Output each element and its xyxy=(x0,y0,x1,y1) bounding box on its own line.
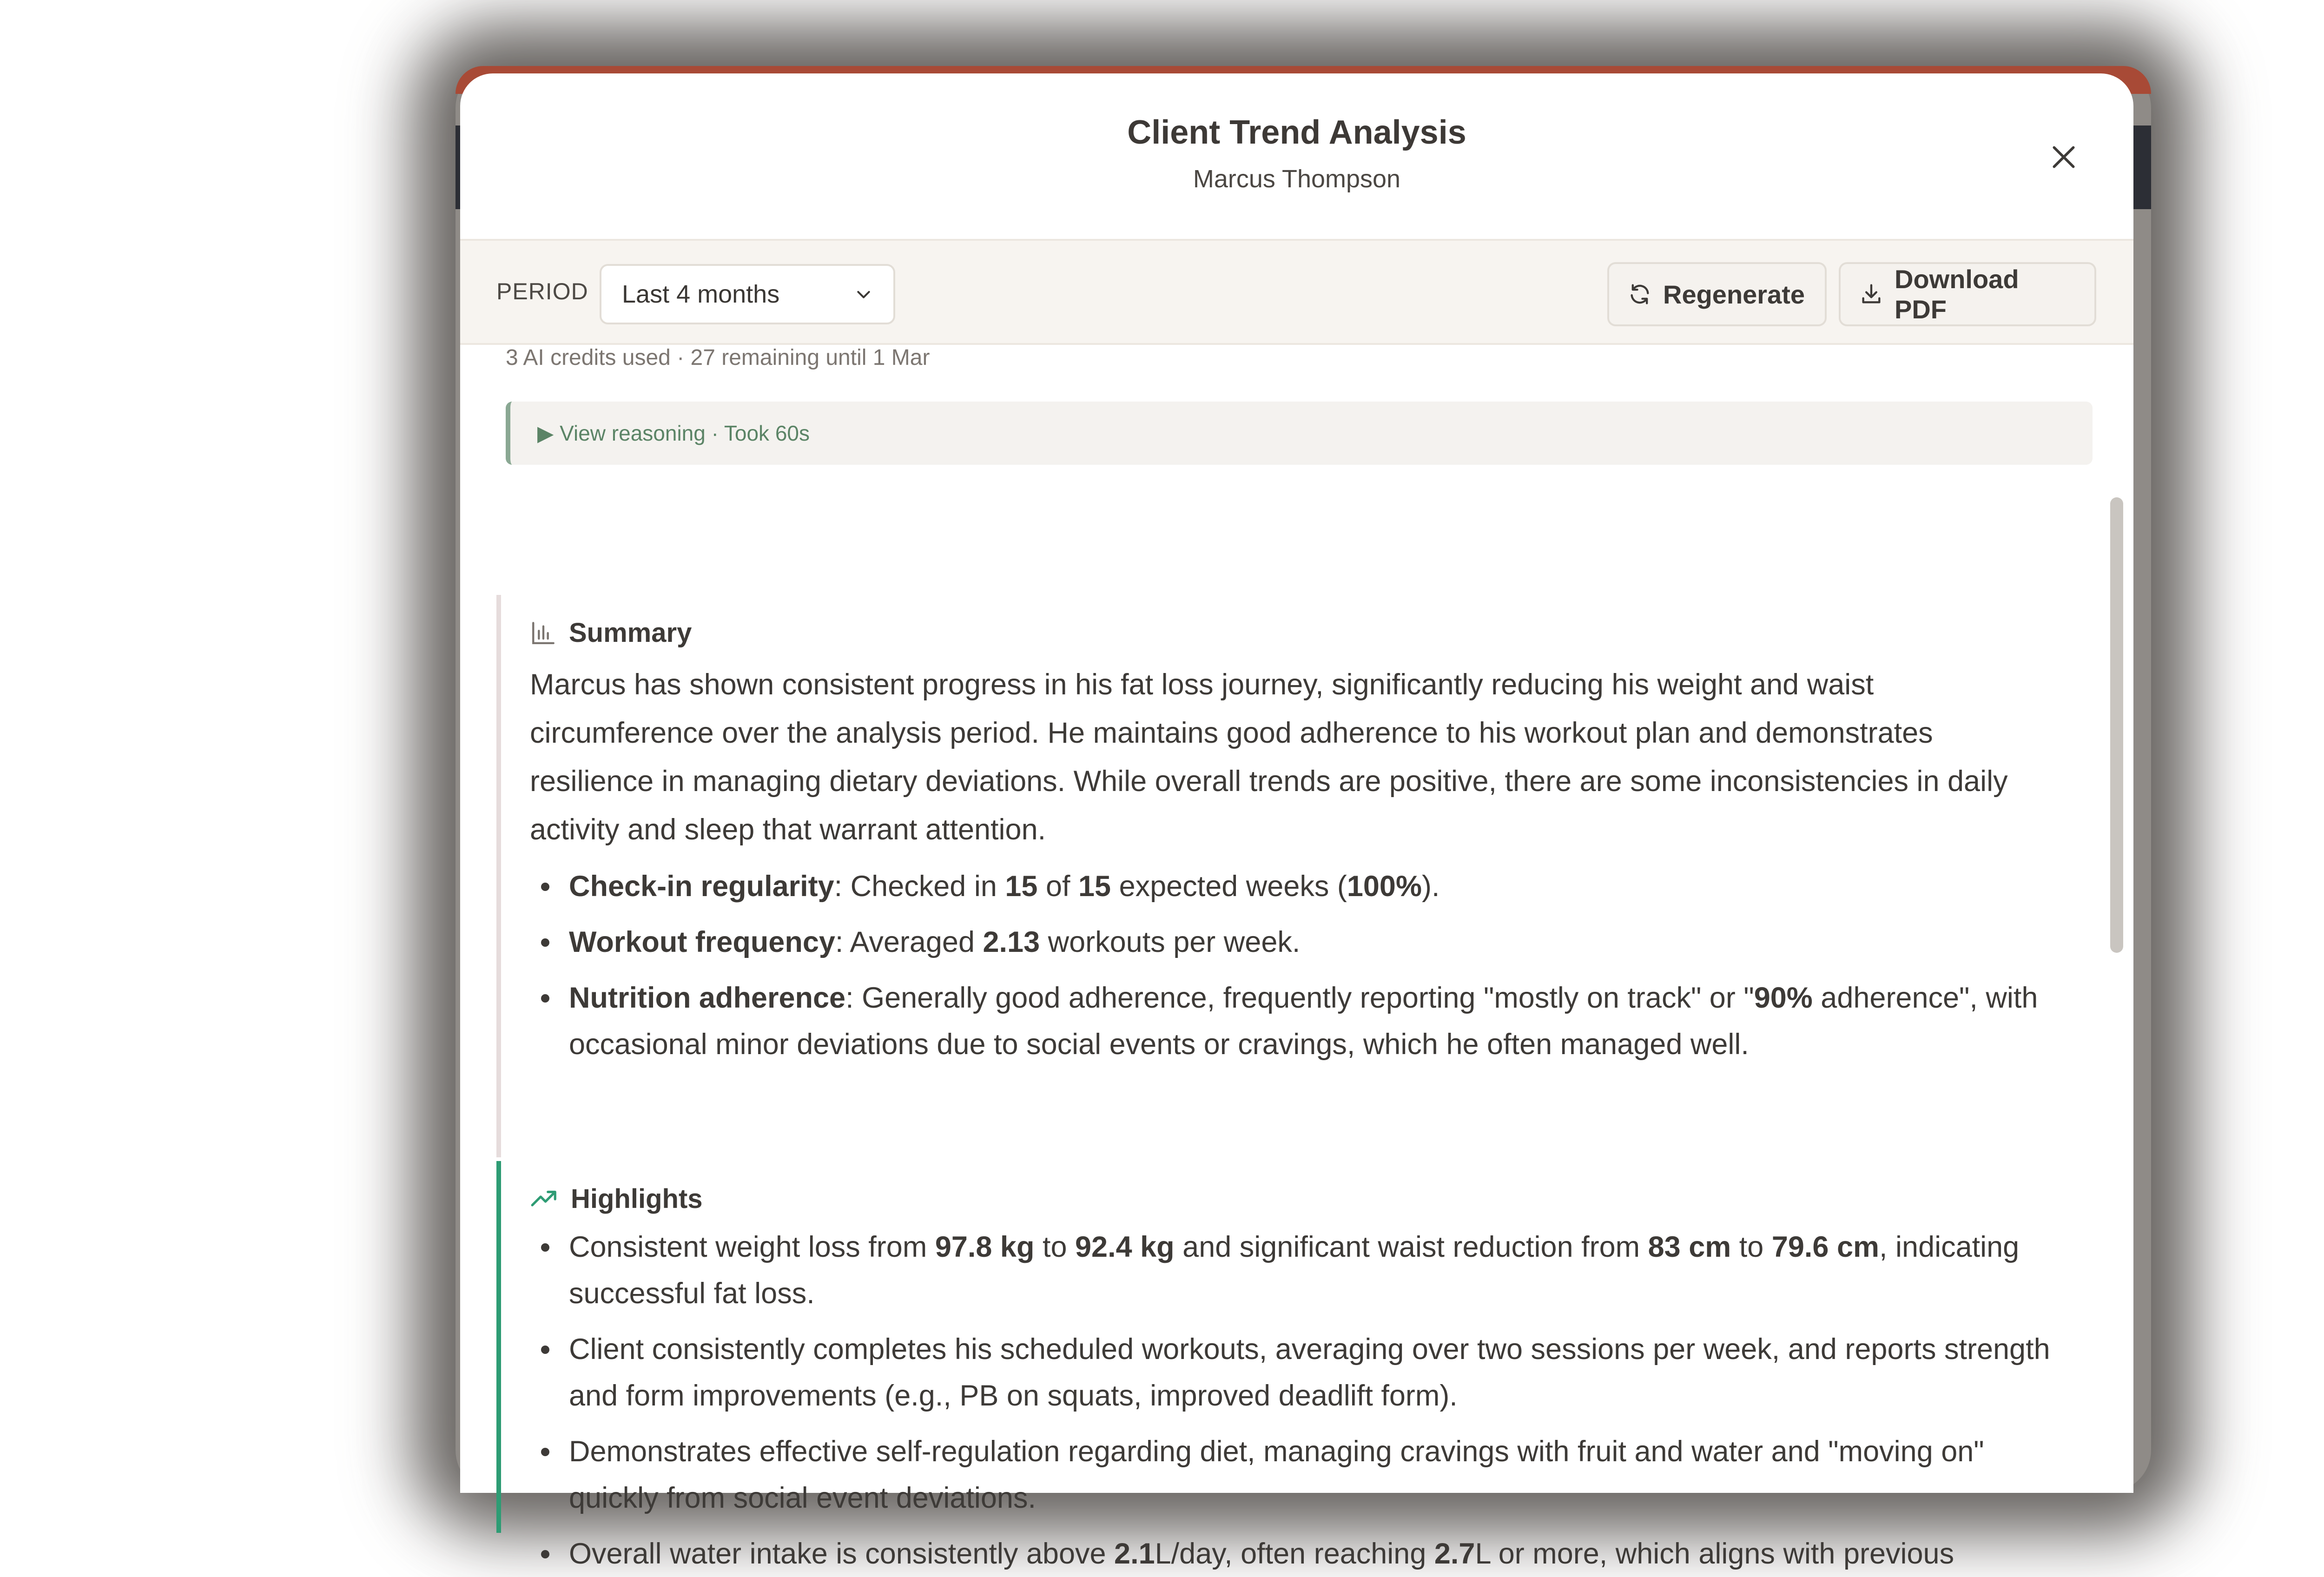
highlights-title: Highlights xyxy=(571,1184,703,1214)
modal-header xyxy=(460,73,2133,241)
period-select-value: Last 4 months xyxy=(622,280,780,308)
highlights-bullets xyxy=(530,1224,2086,1577)
ai-credits-status: 3 AI credits used · 27 remaining until 1 Mar xyxy=(506,345,930,370)
close-icon xyxy=(2049,143,2078,172)
summary-heading xyxy=(530,617,2086,648)
download-pdf-button[interactable] xyxy=(1839,262,2096,326)
summary-title: Summary xyxy=(569,618,692,648)
summary-section xyxy=(496,595,2086,1157)
list-item: Client consistently completes his scheduled workouts, averaging over two sessions per week, and reports strength and form improvements (e.g., PB on squats, improved deadlift form). xyxy=(530,1326,2064,1419)
list-item: Overall water intake is consistently above 2.1L/day, often reaching 2.7L or more, which aligns with previous xyxy=(530,1531,2064,1577)
download-pdf-label: Download PDF xyxy=(1895,264,2019,324)
bar-chart-icon xyxy=(530,620,557,647)
trending-up-icon xyxy=(530,1185,559,1214)
refresh-icon xyxy=(1628,282,1652,306)
analysis-content xyxy=(460,492,2133,1570)
period-label: PERIOD xyxy=(496,278,588,304)
chevron-down-icon xyxy=(854,285,873,304)
list-item: Demonstrates effective self-regulation regarding diet, managing cravings with fruit and water and "moving on" quickly from social event deviations. xyxy=(530,1428,2064,1521)
list-item: Nutrition adherence: Generally good adherence, frequently reporting "mostly on track" or "90% adherence", with occasional minor deviations due to social events or cravings, which he often managed well. xyxy=(530,975,2064,1068)
period-select[interactable] xyxy=(600,264,895,324)
summary-paragraph: Marcus has shown consistent progress in his fat loss journey, significantly reducing his weight and waist circumference over the analysis period. He maintains good adherence to his workout plan and demonstrates resilience in managing dietary deviations. While overall trends are positive, there are some inconsistencies in daily activity and sleep that warrant attention. xyxy=(530,668,2008,846)
summary-bullets xyxy=(530,863,2086,1068)
close-button[interactable] xyxy=(2040,134,2087,180)
scrollbar-thumb[interactable] xyxy=(2110,497,2123,953)
list-item: Workout frequency: Averaged 2.13 workouts per week. xyxy=(530,919,2064,965)
view-reasoning-toggle[interactable]: ▶ View reasoning · Took 60s xyxy=(506,402,2093,465)
download-icon xyxy=(1859,282,1883,306)
highlights-section xyxy=(496,1161,2086,1570)
list-item: Consistent weight loss from 97.8 kg to 92.4 kg and significant waist reduction from 83 cm to 79.6 cm, indicating successful fat loss. xyxy=(530,1224,2064,1317)
toolbar xyxy=(460,241,2133,345)
modal-title: Client Trend Analysis xyxy=(1127,114,1466,151)
regenerate-label: Regenerate xyxy=(1663,279,1805,309)
list-item: Check-in regularity: Checked in 15 of 15 expected weeks (100%). xyxy=(530,863,2064,910)
regenerate-button[interactable] xyxy=(1607,262,1827,326)
client-name: Marcus Thompson xyxy=(1193,165,1401,193)
trend-analysis-modal xyxy=(460,73,2133,1570)
highlights-heading xyxy=(530,1183,2086,1214)
